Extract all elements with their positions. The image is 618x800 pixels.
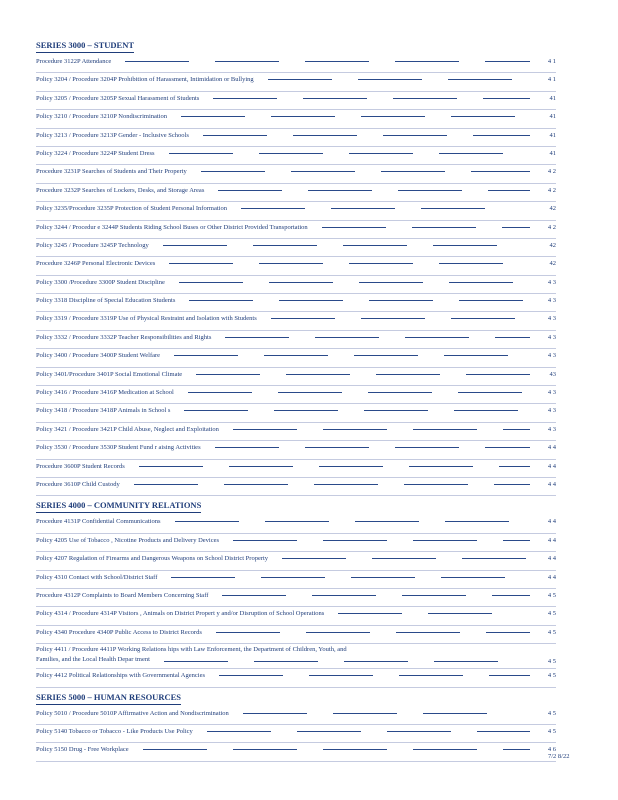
leader-line (503, 749, 530, 750)
entry-title (36, 708, 229, 720)
leader-line (243, 713, 307, 714)
leader-line (499, 466, 530, 467)
entry-page-number: 41 (549, 149, 556, 157)
leader-line (423, 713, 487, 714)
entry-title (36, 74, 254, 86)
leader-line (225, 337, 289, 338)
entry-title-line: Policy 3332 / Procedure 3332P Teacher Responsibilities and Rights (36, 333, 212, 341)
entry-title-line: Policy 3418 / Procedure 3418P Animals in School s (36, 407, 171, 415)
toc-entry[interactable] (36, 331, 556, 349)
entry-title (36, 203, 227, 215)
toc-entry[interactable] (36, 73, 556, 91)
leader-line (163, 245, 227, 246)
leader-line (169, 263, 233, 264)
leader-line (466, 374, 530, 375)
entry-title (36, 442, 201, 454)
entry-title (36, 479, 120, 491)
leader-line (471, 171, 530, 172)
entry-page-number: 42 (549, 205, 556, 213)
leader-line (303, 98, 367, 99)
entry-page-number: 41 (549, 113, 556, 121)
leader-line (164, 661, 228, 662)
leader-line (274, 410, 338, 411)
toc-entry[interactable] (36, 515, 556, 533)
table-of-contents (36, 38, 556, 762)
toc-entry[interactable] (36, 669, 556, 687)
leader-line (125, 61, 189, 62)
entry-title (36, 627, 202, 639)
entry-page-number: 4 5 (547, 709, 556, 717)
toc-entry[interactable] (36, 257, 556, 275)
toc-entry[interactable] (36, 294, 556, 312)
leader-line (349, 153, 413, 154)
leader-line (338, 613, 402, 614)
entry-page-number: 42 (549, 241, 556, 249)
leader-line (278, 392, 342, 393)
leader-line (393, 98, 457, 99)
leader-line (495, 337, 530, 338)
leader-line (439, 153, 503, 154)
leader-line (383, 135, 447, 136)
entry-page-number: 4 4 (547, 480, 556, 488)
entry-title (36, 313, 257, 325)
leader-line (175, 521, 239, 522)
entry-title-line: Policy 5150 Drug - Free Workplace (36, 746, 129, 754)
leader-line (395, 447, 459, 448)
entry-title (36, 332, 211, 344)
leader-line (441, 577, 505, 578)
leader-line (413, 429, 477, 430)
toc-entry[interactable] (36, 607, 556, 625)
leader-line (413, 540, 477, 541)
series-title: SERIES 4000 – COMMUNITY RELATIONS (36, 498, 201, 513)
entry-page-number: 4 3 (547, 333, 556, 341)
entry-title (36, 369, 182, 381)
entry-title (36, 222, 308, 234)
leader-line (351, 577, 415, 578)
leader-line (434, 661, 498, 662)
toc-entry[interactable] (36, 644, 556, 669)
entry-title (36, 185, 204, 197)
entry-title-line: Procedure 4131P Confidential Communications (36, 518, 161, 526)
leader-line (354, 355, 418, 356)
leader-line (448, 79, 512, 80)
leader-line (268, 79, 332, 80)
leader-line (291, 171, 355, 172)
entry-title-line: Procedure 3246P Personal Electronic Devices (36, 260, 156, 268)
leader-line (222, 595, 286, 596)
leader-line (188, 392, 252, 393)
leader-line (364, 410, 428, 411)
entry-page-number: 4 4 (547, 462, 556, 470)
entry-title (36, 240, 149, 252)
entry-title-line: Policy 3235/Procedure 3235P Protection of Student Personal Information (36, 205, 227, 213)
leader-line (134, 484, 198, 485)
entry-title-line: Policy 4205 Use of Tobacco , Nicotine Products and Delivery Devices (36, 536, 220, 544)
leader-line (253, 245, 317, 246)
toc-entry[interactable] (36, 276, 556, 294)
entry-title (36, 670, 205, 682)
entry-title-line: Policy 4207 Regulation of Firearms and Dangerous Weapons on School District Property (36, 555, 269, 563)
leader-line (333, 713, 397, 714)
entry-title-line: Policy 3245 / Procedure 3245P Technology (36, 241, 149, 249)
toc-entry[interactable] (36, 129, 556, 147)
entry-page-number: 4 3 (547, 389, 556, 397)
entry-page-number: 4 3 (547, 425, 556, 433)
entry-title-line: Policy 4340 Procedure 4340P Public Access to District Records (36, 628, 202, 636)
series-title: SERIES 5000 – HUMAN RESOURCES (36, 690, 181, 705)
toc-entry[interactable] (36, 478, 556, 496)
leader-line (314, 484, 378, 485)
entry-page-number: 4 2 (547, 223, 556, 231)
leader-line (445, 521, 509, 522)
entry-title (36, 726, 193, 738)
toc-entry[interactable] (36, 110, 556, 128)
toc-entry[interactable] (36, 147, 556, 165)
leader-line (359, 282, 423, 283)
entry-page-number: 4 5 (547, 628, 556, 636)
entry-page-number: 4 5 (547, 591, 556, 599)
entry-title (36, 516, 161, 528)
leader-line (219, 675, 283, 676)
leader-line (387, 731, 451, 732)
entry-title-line: Policy 4314 / Procedure 4314P Visitors , Animals on District Propert y and/or Disruption of School Operations (36, 610, 325, 618)
entry-page-number: 4 5 (547, 672, 556, 680)
entry-page-number: 4 5 (547, 727, 556, 735)
leader-line (433, 245, 497, 246)
entry-title (36, 535, 219, 547)
leader-line (413, 749, 477, 750)
toc-entry[interactable] (36, 626, 556, 644)
toc-entry[interactable] (36, 55, 556, 73)
toc-entry[interactable] (36, 571, 556, 589)
leader-line (315, 337, 379, 338)
leader-line (503, 429, 530, 430)
toc-entry[interactable] (36, 552, 556, 570)
toc-entry[interactable] (36, 92, 556, 110)
leader-line (264, 355, 328, 356)
leader-line (174, 355, 238, 356)
leader-line (503, 540, 530, 541)
leader-line (477, 731, 530, 732)
leader-line (271, 116, 335, 117)
entry-title (36, 258, 155, 270)
leader-line (286, 374, 350, 375)
leader-line (489, 675, 530, 676)
leader-line (485, 61, 530, 62)
toc-entry[interactable] (36, 743, 556, 761)
leader-line (265, 521, 329, 522)
entry-title-line: Policy 5140 Tobacco or Tobacco - Like Products Use Policy (36, 727, 193, 735)
toc-entry[interactable] (36, 386, 556, 404)
entry-title (36, 387, 174, 399)
leader-line (396, 632, 460, 633)
toc-entry[interactable] (36, 589, 556, 607)
leader-line (181, 116, 245, 117)
entry-title-line: Policy 3204 / Procedure 3204P Prohibition of Harassment, Intimidation or Bullying (36, 76, 254, 84)
entry-page-number: 4 3 (547, 407, 556, 415)
leader-line (398, 190, 462, 191)
entry-title-line: Policy 3318 Discipline of Special Education Students (36, 297, 176, 305)
leader-line (473, 135, 530, 136)
series-heading (36, 498, 556, 512)
entry-page-number: 42 (549, 260, 556, 268)
entry-page-number: 4 3 (547, 297, 556, 305)
leader-line (322, 227, 386, 228)
leader-line (261, 577, 325, 578)
entry-title-line: Policy 3224 / Procedure 3224P Student Dress (36, 149, 155, 157)
leader-line (293, 135, 357, 136)
leader-line (444, 355, 508, 356)
entry-title (36, 405, 170, 417)
leader-line (271, 318, 335, 319)
entry-title-line: Policy 3416 / Procedure 3416P Medication at School (36, 389, 174, 397)
entry-page-number: 4 2 (547, 168, 556, 176)
leader-line (279, 300, 343, 301)
leader-line (483, 98, 530, 99)
leader-line (215, 447, 279, 448)
leader-line (421, 208, 485, 209)
leader-line (459, 300, 523, 301)
entry-page-number: 4 1 (547, 76, 556, 84)
entry-title-line: Procedure 3600P Student Records (36, 462, 125, 470)
entry-title (36, 461, 125, 473)
leader-line (449, 282, 513, 283)
leader-line (409, 466, 473, 467)
leader-line (361, 318, 425, 319)
leader-line (372, 558, 436, 559)
leader-line (169, 153, 233, 154)
leader-line (203, 135, 267, 136)
page-footer-date: 7/2 8/22 (548, 753, 570, 760)
entry-title (36, 424, 219, 436)
leader-line (305, 447, 369, 448)
leader-line (196, 374, 260, 375)
leader-line (189, 300, 253, 301)
entry-title-line: Policy 3400 / Procedure 3400P Student Welfare (36, 352, 161, 360)
leader-line (233, 540, 297, 541)
entry-title-line: Policy 5010 / Procedure 5010P Affirmative Action and Nondiscrimination (36, 709, 229, 717)
entry-page-number: 4 1 (547, 58, 556, 65)
entry-title (36, 93, 199, 105)
toc-entry[interactable] (36, 368, 556, 386)
entry-title-line: Policy 4310 Contact with School/District Staff (36, 573, 158, 581)
series-heading (36, 38, 556, 52)
toc-entry[interactable] (36, 460, 556, 478)
entry-title (36, 56, 111, 68)
toc-entry[interactable] (36, 184, 556, 202)
leader-line (355, 521, 419, 522)
entry-page-number: 4 6 (547, 746, 556, 754)
leader-line (381, 171, 445, 172)
leader-line (402, 595, 466, 596)
entry-title-line: Procedure 3122P Attendance (36, 58, 112, 65)
entry-title-line: Procedure 4312P Complaints to Board Members Concerning Staff (36, 591, 209, 599)
leader-line (428, 613, 492, 614)
toc-entry[interactable] (36, 707, 556, 725)
entry-page-number: 43 (549, 370, 556, 378)
entry-title-line: Policy 3300 /Procedure 3300P Student Discipline (36, 278, 165, 286)
series-title: SERIES 3000 – STUDENT (36, 38, 134, 53)
leader-line (454, 410, 518, 411)
leader-line (282, 558, 346, 559)
entry-title-line: Procedure 3232P Searches of Lockers, Desks, and Storage Areas (36, 186, 205, 194)
entry-title (36, 350, 160, 362)
entry-title-line: Policy 4412 Political Relationships with Governmental Agencies (36, 672, 205, 680)
toc-entry[interactable] (36, 725, 556, 743)
toc-entry[interactable] (36, 239, 556, 257)
leader-line (254, 661, 318, 662)
entry-title-line: Policy 3205 / Procedure 3205P Sexual Harassment of Students (36, 94, 200, 102)
entry-title (36, 590, 208, 602)
leader-line (309, 675, 373, 676)
entry-title (36, 277, 165, 289)
leader-line (361, 116, 425, 117)
entry-title-line: Policy 3210 / Procedure 3210P Nondiscrimination (36, 113, 168, 121)
entry-page-number: 4 5 (547, 610, 556, 618)
leader-line (207, 731, 271, 732)
leader-line (241, 208, 305, 209)
entry-title (36, 608, 324, 620)
toc-entry[interactable] (36, 441, 556, 459)
leader-line (494, 484, 530, 485)
entry-title (36, 111, 167, 123)
leader-line (451, 116, 515, 117)
entry-page-number: 4 3 (547, 278, 556, 286)
leader-line (331, 208, 395, 209)
leader-line (451, 318, 515, 319)
leader-line (224, 484, 288, 485)
leader-line (319, 466, 383, 467)
leader-line (305, 61, 369, 62)
leader-line (458, 392, 522, 393)
leader-line (179, 282, 243, 283)
entry-title-line: Policy 3421 / Procedure 3421P Child Abuse, Neglect and Exploitation (36, 425, 219, 433)
leader-line (349, 263, 413, 264)
toc-entry[interactable] (36, 349, 556, 367)
leader-line (369, 300, 433, 301)
entry-title-line: Policy 3530 / Procedure 3530P Student Fund r aising Activities (36, 444, 201, 452)
toc-entry[interactable] (36, 423, 556, 441)
entry-title-line: Procedure 3610P Child Custody (36, 480, 120, 488)
leader-line (412, 227, 476, 228)
entry-title (36, 166, 187, 178)
toc-entry[interactable] (36, 404, 556, 422)
entry-title-line: Policy 3319 / Procedure 3319P Use of Physical Restraint and Isolation with Students (36, 315, 257, 323)
leader-line (139, 466, 203, 467)
entry-title-line: Families, and the Local Health Depar tment (36, 655, 150, 663)
entry-page-number: 4 3 (547, 352, 556, 360)
entry-page-number: 4 3 (547, 315, 556, 323)
entry-title (36, 295, 175, 307)
series-heading (36, 690, 556, 704)
leader-line (323, 749, 387, 750)
entry-page-number: 41 (549, 94, 556, 102)
toc-entry[interactable] (36, 312, 556, 330)
leader-line (485, 447, 530, 448)
leader-line (233, 749, 297, 750)
entry-page-number: 4 4 (547, 555, 556, 563)
leader-line (269, 282, 333, 283)
entry-page-number: 41 (549, 131, 556, 139)
leader-line (143, 749, 207, 750)
entry-title (36, 744, 129, 756)
toc-entry[interactable] (36, 221, 556, 239)
leader-line (344, 661, 408, 662)
leader-line (462, 558, 526, 559)
leader-line (405, 337, 469, 338)
entry-page-number: 4 2 (547, 186, 556, 194)
leader-line (215, 61, 279, 62)
leader-line (486, 632, 530, 633)
toc-entry[interactable] (36, 202, 556, 220)
leader-line (492, 595, 530, 596)
leader-line (213, 98, 277, 99)
entry-title (36, 553, 268, 565)
leader-line (171, 577, 235, 578)
entry-title (36, 572, 157, 584)
leader-line (323, 540, 387, 541)
leader-line (395, 61, 459, 62)
toc-entry[interactable] (36, 165, 556, 183)
leader-line (308, 190, 372, 191)
leader-line (229, 466, 293, 467)
entry-page-number: 4 4 (547, 573, 556, 581)
entry-title-line: Policy 3401/Procedure 3401P Social Emotional Climate (36, 370, 183, 378)
leader-line (439, 263, 503, 264)
entry-page-number: 4 4 (547, 518, 556, 526)
leader-line (343, 245, 407, 246)
leader-line (297, 731, 361, 732)
leader-line (306, 632, 370, 633)
entry-page-number: 4 4 (547, 444, 556, 452)
leader-line (312, 595, 376, 596)
entry-title-line: Policy 3213 / Procedure 3213P Gender - Inclusive Schools (36, 131, 189, 139)
leader-line (488, 190, 530, 191)
leader-line (259, 263, 323, 264)
leader-line (216, 632, 280, 633)
leader-line (184, 410, 248, 411)
entry-title-line: Policy 4411 / Procedure 4411P Working Relations hips with Law Enforcement, the Department of Children, Youth, and (36, 646, 347, 654)
toc-entry[interactable] (36, 534, 556, 552)
entry-page-number: 4 5 (547, 657, 556, 665)
entry-title (36, 130, 189, 142)
leader-line (233, 429, 297, 430)
leader-line (259, 153, 323, 154)
entry-title-line: Procedure 3231P Searches of Students and Their Property (36, 168, 187, 176)
leader-line (358, 79, 422, 80)
entry-page-number: 4 4 (547, 536, 556, 544)
entry-title (36, 148, 155, 160)
leader-line (323, 429, 387, 430)
leader-line (218, 190, 282, 191)
leader-line (201, 171, 265, 172)
leader-line (376, 374, 440, 375)
leader-line (368, 392, 432, 393)
leader-line (502, 227, 530, 228)
leader-line (399, 675, 463, 676)
entry-title-line: Policy 3244 / Procedur e 3244P Students Riding School Buses or Other District Provided Transportation (36, 223, 308, 231)
leader-line (404, 484, 468, 485)
